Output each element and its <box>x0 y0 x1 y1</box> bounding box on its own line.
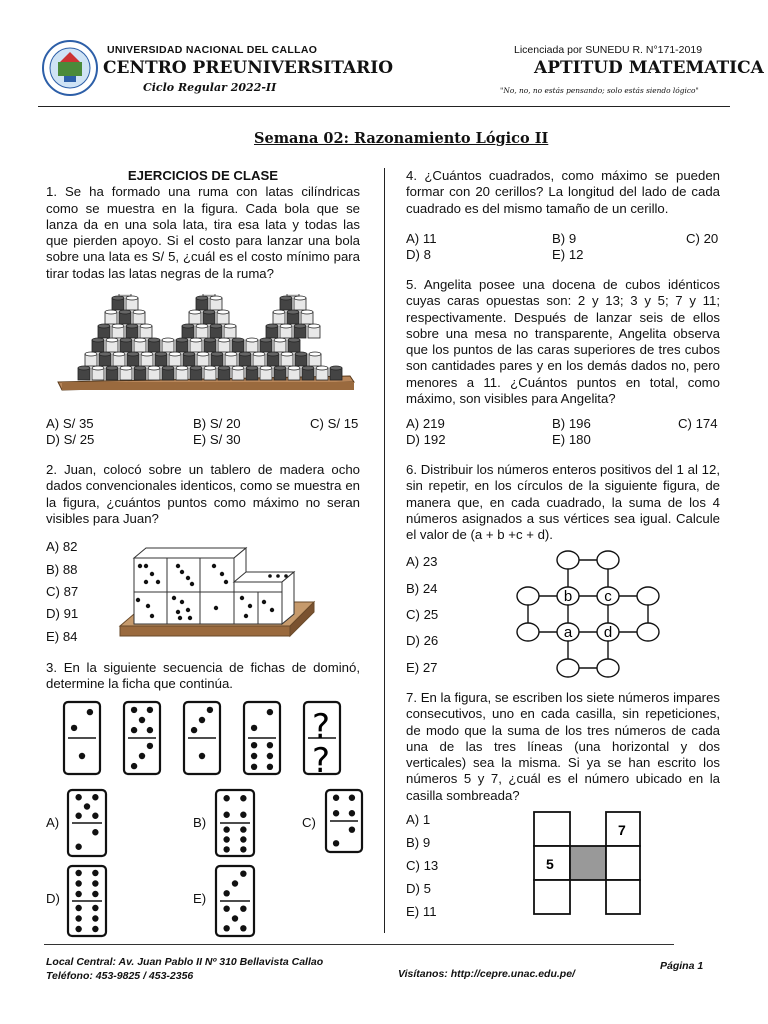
can <box>260 366 272 380</box>
can <box>98 324 110 338</box>
can <box>287 294 299 296</box>
can <box>308 324 320 338</box>
domino-options <box>40 786 366 940</box>
domino-pip <box>84 803 90 809</box>
can <box>183 352 195 366</box>
domino-pip <box>75 870 81 876</box>
can <box>176 366 188 380</box>
die-pip <box>186 608 190 612</box>
q5-option-e: E) 180 <box>552 432 591 447</box>
circle-label-d: d <box>603 624 613 641</box>
q4-option-d: D) 8 <box>406 247 431 262</box>
domino-pip <box>139 717 145 723</box>
can <box>126 296 138 310</box>
domino-pip <box>251 725 257 731</box>
can <box>120 338 132 352</box>
q3-option-d: D) <box>46 891 60 906</box>
can <box>162 338 174 352</box>
die-pip <box>150 614 154 618</box>
can <box>190 338 202 352</box>
domino-pip <box>240 836 246 842</box>
can <box>218 366 230 380</box>
domino-pip <box>92 829 98 835</box>
domino-pip <box>79 753 85 759</box>
question-2: 2. Juan, colocó sobre un tablero de madera ocho dados convencionales identicos, como se muestra en la figura, ¿cuántos puntos como máximo no seran visibles para Juan? <box>46 462 360 526</box>
die-pip <box>180 570 184 574</box>
left-column <box>46 168 360 282</box>
question-2-block <box>46 462 360 527</box>
circle-label-c: c <box>604 588 612 605</box>
domino-pip <box>131 727 137 733</box>
die-pip <box>276 574 280 578</box>
die-pip <box>268 574 272 578</box>
can <box>211 352 223 366</box>
domino-pip <box>223 925 229 931</box>
question-3: 3. En la siguiente secuencia de fichas de dominó, determine la ficha que continúa. <box>46 660 360 692</box>
die-pip <box>244 614 248 618</box>
can <box>267 352 279 366</box>
domino-pip <box>333 840 339 846</box>
die-pip <box>214 606 218 610</box>
die-pip <box>220 572 224 576</box>
can <box>120 366 132 380</box>
course-title: APTITUD MATEMATICA <box>534 58 764 78</box>
q1-option-d: D) S/ 25 <box>46 432 95 447</box>
q4-option-b: B) 9 <box>552 231 577 246</box>
domino-pip <box>240 795 246 801</box>
die-pip <box>178 616 182 620</box>
option-d-domino <box>68 866 106 936</box>
domino-pip <box>75 844 81 850</box>
domino-sequence <box>56 698 360 778</box>
domino-pip <box>131 707 137 713</box>
domino-pip <box>199 717 205 723</box>
domino-pip <box>223 826 229 832</box>
unknown-domino-bottom: ? <box>311 741 331 778</box>
can <box>210 324 222 338</box>
domino-pip <box>240 812 246 818</box>
can <box>203 294 215 296</box>
can <box>148 338 160 352</box>
domino-pip <box>92 891 98 897</box>
footer-divider <box>44 944 674 945</box>
q4-option-a: A) 11 <box>406 231 437 246</box>
can <box>260 338 272 352</box>
die-pip <box>248 604 252 608</box>
can <box>113 352 125 366</box>
domino-pip <box>139 753 145 759</box>
can <box>288 338 300 352</box>
domino-pip <box>223 906 229 912</box>
section-title: EJERCICIOS DE CLASE <box>127 168 279 183</box>
q1-option-e: E) S/ 30 <box>193 432 241 447</box>
domino-pip <box>75 813 81 819</box>
shaded-cell <box>570 846 606 880</box>
can <box>196 324 208 338</box>
question-6-block <box>406 462 720 543</box>
domino-pip <box>92 813 98 819</box>
domino-pip <box>240 826 246 832</box>
can <box>106 366 118 380</box>
domino-pip <box>92 905 98 911</box>
can <box>92 366 104 380</box>
domino-pip <box>223 846 229 852</box>
question-7: 7. En la figura, se escriben los siete números impares consecutivos, uno en cada casilla, sin repeticiones, de modo que la suma de los tres números de cada una de las tres líneas (una horizontal y dos verticales) sea la misma. Si ya se han escrito los números 5 y 7, ¿cuál es el número ubicado en la casilla sombreada? <box>406 690 720 803</box>
domino-pip <box>251 742 257 748</box>
die-pip <box>156 580 160 584</box>
q6-option-c: C) 25 <box>406 607 439 622</box>
can <box>274 338 286 352</box>
can <box>182 324 194 338</box>
domino-pip <box>75 915 81 921</box>
can <box>148 366 160 380</box>
q3-option-b: B) <box>193 815 207 830</box>
circles-grid-figure <box>512 548 664 680</box>
can <box>246 366 258 380</box>
circle-label-a: a <box>563 624 573 641</box>
domino-pip <box>87 709 93 715</box>
die-pip <box>270 608 274 612</box>
die-pip <box>224 580 228 584</box>
domino-pip <box>207 707 213 713</box>
die-pip <box>240 596 244 600</box>
domino-2 <box>124 702 160 774</box>
can <box>253 352 265 366</box>
unknown-domino-top: ? <box>311 707 331 747</box>
can <box>280 296 292 310</box>
can <box>112 324 124 338</box>
can <box>210 296 222 310</box>
motto: "No, no, no estás pensando; solo estás siendo lógico" <box>500 86 699 95</box>
can <box>119 310 131 324</box>
can <box>204 338 216 352</box>
can <box>134 366 146 380</box>
can <box>127 352 139 366</box>
question-5: 5. Angelita posee una docena de cubos idénticos cuyas caras opuestas son: 2 y 13; 3 y 5; 7 y 11; respectivamente. Después de lanzar seis de ellos sobre una mesa no transparente, Angelita observa que los puntos de las caras superiores de tres cubos son cantidades pares y en los demás dados no, pero menores a 11. ¿Cuántos puntos en total, como máximo, son visibles para Angelita? <box>406 277 720 407</box>
die-pip <box>188 616 192 620</box>
can <box>294 296 306 310</box>
domino-pip <box>333 795 339 801</box>
option-b-domino <box>216 790 254 856</box>
can <box>162 366 174 380</box>
option-e-domino <box>216 866 254 936</box>
can <box>133 310 145 324</box>
die-pip <box>172 596 176 600</box>
can <box>246 338 258 352</box>
can <box>197 352 209 366</box>
page-number: Página 1 <box>660 960 704 972</box>
can <box>190 366 202 380</box>
die-pip <box>144 580 148 584</box>
q6-option-b: B) 24 <box>406 581 438 596</box>
can <box>203 310 215 324</box>
die-pip <box>136 598 140 602</box>
can <box>232 338 244 352</box>
q7-option-a: A) 1 <box>406 812 431 827</box>
can <box>280 324 292 338</box>
center-name: CENTRO PREUNIVERSITARIO <box>103 58 394 78</box>
can <box>99 352 111 366</box>
q1-option-c: C) S/ 15 <box>310 416 359 431</box>
die-pip <box>176 610 180 614</box>
domino-pip <box>199 753 205 759</box>
university-name: UNIVERSIDAD NACIONAL DEL CALLAO <box>107 44 318 56</box>
domino-pip <box>75 905 81 911</box>
column-divider <box>384 168 385 933</box>
q7-option-b: B) 9 <box>406 835 431 850</box>
domino-pip <box>267 753 273 759</box>
q6-option-e: E) 27 <box>406 660 438 675</box>
footer-website: Visítanos: http://cepre.unac.edu.pe/ <box>398 968 575 980</box>
can <box>196 296 208 310</box>
q4-option-e: E) 12 <box>552 247 584 262</box>
domino-pip <box>75 880 81 886</box>
domino-pip <box>92 794 98 800</box>
can <box>92 338 104 352</box>
can <box>273 310 285 324</box>
can <box>112 296 124 310</box>
domino-pip <box>240 906 246 912</box>
week-title: Semana 02: Razonamiento Lógico II <box>254 130 549 147</box>
can <box>189 310 201 324</box>
q7-option-d: D) 5 <box>406 881 431 896</box>
dice-figure <box>118 546 318 638</box>
question-1: 1. Se ha formado una ruma con latas cilíndricas como se muestra en la figura. Cada bola que se lanza da en una sola lata, tira esa lata y todas las que pierden apoyo. Si el costo para lanzar una bola sobre una lata es S/ 5, ¿cuál es el costo mínimo para tirar todas las latas negras de la ruma? <box>46 184 360 281</box>
question-5-block <box>406 277 720 407</box>
domino-4 <box>244 702 280 774</box>
q2-option-a: A) 82 <box>46 539 78 554</box>
can <box>225 352 237 366</box>
can <box>288 366 300 380</box>
domino-pip <box>92 880 98 886</box>
domino-1 <box>64 702 100 774</box>
can <box>309 352 321 366</box>
die-pip <box>186 576 190 580</box>
domino-pip <box>75 794 81 800</box>
die-pip <box>212 564 216 568</box>
domino-pip <box>267 764 273 770</box>
domino-pip <box>92 870 98 876</box>
cell-value-7: 7 <box>618 822 626 838</box>
q6-option-a: A) 23 <box>406 554 438 569</box>
can <box>119 294 131 296</box>
domino-pip <box>349 810 355 816</box>
domino-pip <box>71 725 77 731</box>
can <box>126 324 138 338</box>
question-3-block <box>46 660 360 693</box>
domino-pip <box>251 753 257 759</box>
q1-option-a: A) S/ 35 <box>46 416 94 431</box>
question-4-block <box>406 168 720 217</box>
domino-pip <box>92 915 98 921</box>
die-pip <box>150 572 154 576</box>
cans-figure <box>48 294 360 394</box>
q2-option-e: E) 84 <box>46 629 78 644</box>
domino-pip <box>223 812 229 818</box>
q4-option-c: C) 20 <box>686 231 719 246</box>
option-c-domino <box>326 790 362 852</box>
die-pip <box>180 600 184 604</box>
q7-option-e: E) 11 <box>406 904 437 919</box>
footer-address: Local Central: Av. Juan Pablo II Nº 310 Bellavista Callao <box>46 956 324 968</box>
domino-pip <box>240 846 246 852</box>
can <box>204 366 216 380</box>
domino-pip <box>75 926 81 932</box>
q2-option-d: D) 91 <box>46 606 79 621</box>
q5-option-d: D) 192 <box>406 432 446 447</box>
domino-pip <box>223 836 229 842</box>
can <box>176 338 188 352</box>
q5-option-a: A) 219 <box>406 416 445 431</box>
die-pip <box>144 564 148 568</box>
domino-pip <box>223 795 229 801</box>
option-a-domino <box>68 790 106 856</box>
domino-pip <box>240 925 246 931</box>
domino-pip <box>232 915 238 921</box>
can <box>232 366 244 380</box>
die-pip <box>138 564 142 568</box>
can <box>281 352 293 366</box>
can <box>295 352 307 366</box>
question-4: 4. ¿Cuántos cuadrados, como máximo se pueden formar con 20 cerillos? La longitud del lado de cada cuadrado es del mismo tamaño de un cerillo. <box>406 168 720 216</box>
domino-pip <box>267 709 273 715</box>
circle-label-b: b <box>563 588 573 605</box>
domino-pip <box>349 826 355 832</box>
domino-pip <box>147 707 153 713</box>
header-divider <box>38 106 730 107</box>
q2-option-c: C) 87 <box>46 584 79 599</box>
domino-pip <box>349 795 355 801</box>
domino-pip <box>232 880 238 886</box>
can <box>224 324 236 338</box>
university-logo <box>42 40 98 96</box>
can <box>218 338 230 352</box>
domino-pip <box>147 743 153 749</box>
die-pip <box>262 600 266 604</box>
can <box>140 324 152 338</box>
q5-option-b: B) 196 <box>552 416 591 431</box>
q3-option-c: C) <box>302 815 316 830</box>
domino-3 <box>184 702 220 774</box>
q3-option-e: E) <box>193 891 207 906</box>
q1-option-b: B) S/ 20 <box>193 416 241 431</box>
can <box>169 352 181 366</box>
can <box>316 366 328 380</box>
domino-pip <box>333 810 339 816</box>
can <box>239 352 251 366</box>
question-6: 6. Distribuir los números enteros positivos del 1 al 12, sin repetir, en los círculos de la siguiente figura, de manera que, en cada cuadrado, la suma de los 4 números asignados a sus vértices sea igual. Calcule el valor de (a + b +c + d). <box>406 462 720 543</box>
cell-value-5: 5 <box>546 856 554 872</box>
can <box>217 310 229 324</box>
q7-option-c: C) 13 <box>406 858 439 873</box>
can <box>301 310 313 324</box>
q6-option-d: D) 26 <box>406 633 439 648</box>
domino-pip <box>240 871 246 877</box>
domino-pip <box>251 764 257 770</box>
die-pip <box>146 604 150 608</box>
die-pip <box>190 582 194 586</box>
h-grid-figure <box>532 810 642 916</box>
domino-pip <box>75 891 81 897</box>
footer-phone: Teléfono: 453-9825 / 453-2356 <box>46 970 194 982</box>
q3-option-a: A) <box>46 815 60 830</box>
q2-option-b: B) 88 <box>46 562 78 577</box>
can <box>302 366 314 380</box>
can <box>78 366 90 380</box>
can <box>274 366 286 380</box>
domino-pip <box>267 742 273 748</box>
die-pip <box>176 564 180 568</box>
domino-pip <box>223 890 229 896</box>
domino-pip <box>92 926 98 932</box>
can <box>287 310 299 324</box>
can <box>294 324 306 338</box>
can <box>105 310 117 324</box>
can <box>85 352 97 366</box>
can <box>155 352 167 366</box>
q5-option-c: C) 174 <box>678 416 718 431</box>
can <box>266 324 278 338</box>
question-7-block <box>406 690 720 804</box>
domino-pip <box>131 763 137 769</box>
domino-pip <box>147 727 153 733</box>
cycle-label: Ciclo Regular 2022-II <box>143 81 277 94</box>
domino-pip <box>191 727 197 733</box>
can <box>106 338 118 352</box>
can <box>134 338 146 352</box>
license-label: Licenciada por SUNEDU R. N°171-2019 <box>514 44 703 56</box>
can <box>141 352 153 366</box>
can <box>330 366 342 380</box>
die-pip <box>284 574 288 578</box>
